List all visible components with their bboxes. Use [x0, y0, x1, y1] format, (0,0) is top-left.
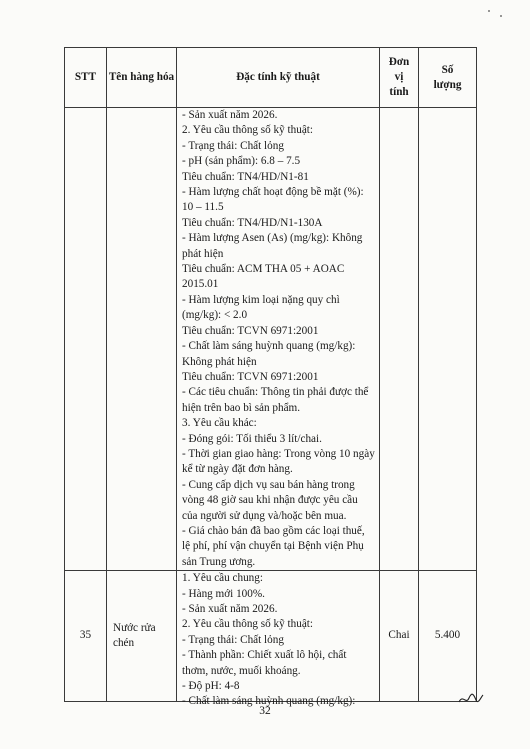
name-cell	[107, 108, 177, 571]
spec-line: - Hàm lượng Asen (As) (mg/kg): Không phát hiện	[182, 232, 363, 260]
unit-cell: Chai	[380, 571, 419, 702]
spec-cell	[177, 108, 380, 571]
spec-line: 3. Yêu cầu khác:	[182, 417, 257, 430]
page-number: 32	[259, 705, 271, 717]
name-cell: Nước rửa chén	[107, 571, 177, 702]
spec-lines	[177, 108, 379, 570]
stt-cell	[65, 108, 107, 571]
spec-line: - Sản xuất năm 2026.	[182, 603, 278, 615]
spec-line: 1. Yêu cầu chung:	[182, 572, 263, 585]
spec-line: - Cung cấp dịch vụ sau bán hàng trong vòng 48 giờ sau khi nhận được yêu cầu của người sử dụng và/hoặc bên mua.	[182, 478, 358, 522]
spec-line: - Thành phần: Chiết xuất lô hội, chất thơm, nước, muối khoáng.	[182, 649, 347, 677]
header-unit-line: tính	[389, 86, 409, 98]
stt-cell: 35	[65, 571, 107, 702]
spec-line: Tiêu chuẩn: TN4/HD/N1-130A	[182, 216, 323, 229]
header-unit-line: Đơn	[388, 56, 410, 68]
spec-line: - Thời gian giao hàng: Trong vòng 10 ngày kể từ ngày đặt đơn hàng.	[182, 447, 375, 476]
spec-line: - Giá chào bán đã bao gồm các loại thuế, lệ phí, phí vận chuyển tại Bệnh viện Phụ sản Trung ương.	[182, 524, 365, 568]
spec-line: Tiêu chuẩn: TCVN 6971:2001	[182, 370, 319, 383]
table-header-row	[65, 48, 477, 108]
header-stt: STT	[65, 48, 107, 108]
spec-line: - Trạng thái: Chất lỏng	[182, 139, 284, 152]
spec-line: - Hàm lượng chất hoạt động bề mặt (%): 10 – 11.5	[182, 186, 364, 214]
table-row	[65, 571, 477, 702]
spec-line: 2. Yêu cầu thông số kỹ thuật:	[182, 618, 314, 631]
spec-line: - Chất làm sáng huỳnh quang (mg/kg): Không phát hiện	[182, 340, 356, 368]
spec-line: 2. Yêu cầu thông số kỹ thuật:	[182, 124, 314, 137]
unit-cell	[380, 108, 419, 571]
table-row	[65, 108, 477, 571]
signature-mark	[458, 692, 484, 706]
header-qty-line: Số	[441, 63, 454, 76]
qty-cell	[419, 108, 477, 571]
spec-line: - Đóng gói: Tối thiểu 3 lít/chai.	[182, 432, 322, 445]
spec-line: Tiêu chuẩn: ACM THA 05 + AOAC 2015.01	[182, 263, 345, 291]
spec-line: - Các tiêu chuẩn: Thông tin phải được thể hiện trên bao bì sản phẩm.	[182, 386, 369, 414]
qty-cell: 5.400	[419, 571, 477, 702]
spec-line: - Độ pH: 4-8	[182, 680, 240, 693]
header-unit	[380, 48, 419, 108]
spec-line: - Hàm lượng kim loại nặng quy chì (mg/kg): < 2.0	[182, 293, 340, 322]
spec-table	[64, 47, 477, 708]
header-spec: Đặc tính kỹ thuật	[177, 48, 380, 108]
spec-line: - Sản xuất năm 2026.	[182, 109, 278, 121]
spec-line: - Chất làm sáng huỳnh quang (mg/kg):	[182, 695, 356, 708]
scan-speck	[488, 10, 490, 12]
scan-speck	[500, 15, 502, 17]
header-unit-line: vị	[394, 71, 404, 83]
spec-line: Tiêu chuẩn: TCVN 6971:2001	[182, 324, 319, 337]
spec-lines	[177, 571, 379, 708]
spec-line: - pH (sản phẩm): 6.8 – 7.5	[182, 155, 301, 168]
spec-line: Tiêu chuẩn: TN4/HD/N1-81	[182, 170, 309, 183]
header-qty-line: lượng	[433, 78, 462, 91]
header-qty	[419, 48, 477, 108]
spec-line: - Trạng thái: Chất lỏng	[182, 633, 284, 646]
spec-cell	[177, 571, 380, 708]
header-name: Tên hàng hóa	[107, 48, 177, 108]
spec-line: - Hàng mới 100%.	[182, 587, 265, 600]
